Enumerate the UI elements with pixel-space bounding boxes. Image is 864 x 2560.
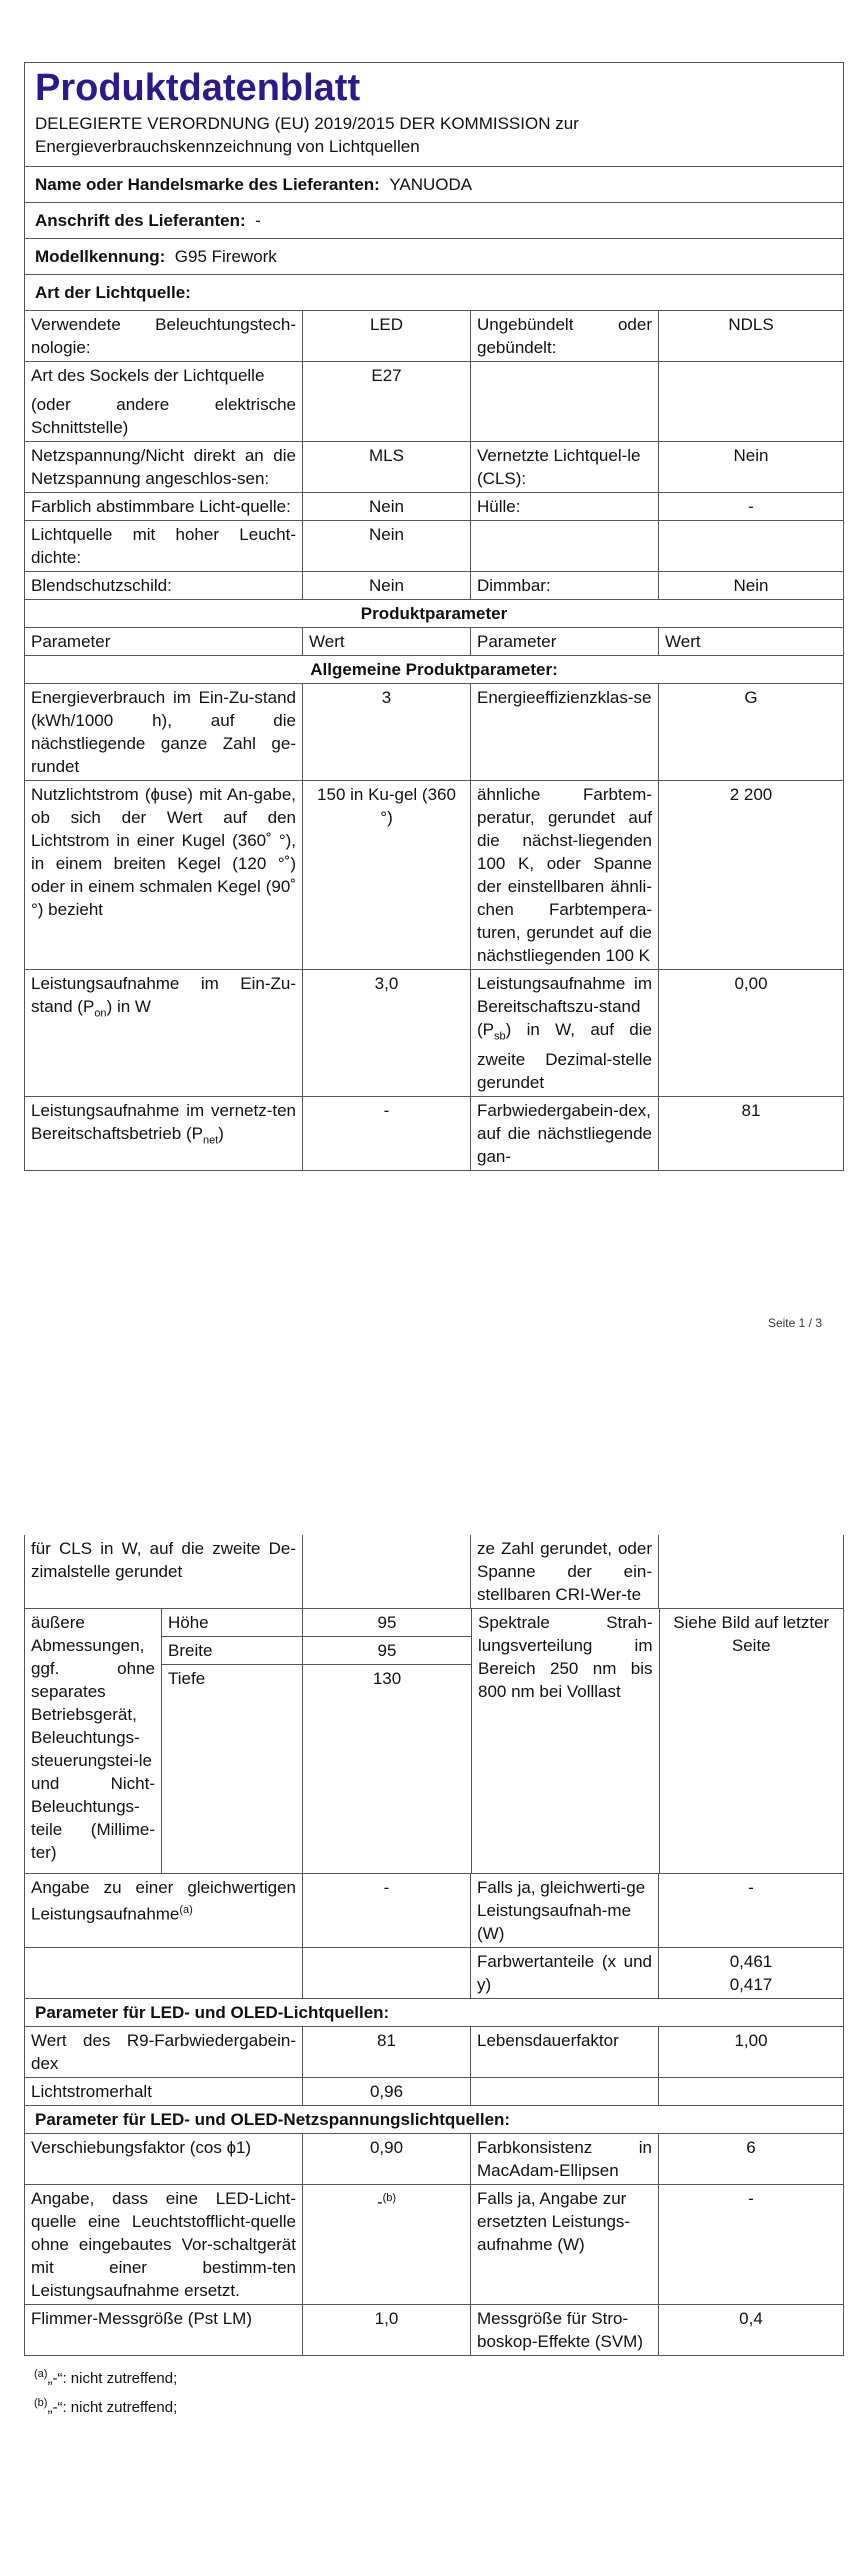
supplier-address-label: Anschrift des Lieferanten:	[35, 211, 246, 230]
cell	[659, 362, 843, 441]
cell: Hülle:	[471, 493, 659, 520]
pon-sub: on	[94, 1007, 107, 1020]
technology-row	[25, 311, 843, 362]
light-type-label: Art der Lichtquelle:	[35, 283, 191, 302]
cell: -	[748, 1878, 754, 1897]
maintenance-row	[25, 2078, 843, 2106]
general-params-title: Allgemeine Produktparameter:	[310, 660, 558, 679]
cell: Energieeffizienzklas-se	[471, 684, 659, 780]
header-cell: Parameter	[471, 628, 659, 655]
cell: 81	[303, 2027, 471, 2077]
cell: Vernetzte Lichtquel-le (CLS):	[471, 442, 659, 492]
cell: Farbwertanteile (x und y)	[471, 1948, 659, 1998]
dim-value: 95	[377, 1641, 397, 1660]
cell	[471, 362, 659, 441]
dimensions-row	[25, 1609, 843, 1874]
cell: E27	[303, 362, 471, 441]
cell: 2 200	[729, 785, 773, 804]
socket-label: Art des Sockels der Lichtquelle	[31, 366, 265, 385]
cell	[303, 2185, 471, 2304]
cell: Angabe, dass eine LED-Licht-quelle eine Leuchtstofflicht-quelle ohne eingebautes Vor-schaltgerät mit einer bestimm-ten Leistungsaufnahme ersetzt.	[25, 2185, 303, 2304]
equiv-sup: (a)	[179, 1904, 193, 1916]
general-params-title-row	[25, 656, 843, 684]
mains-params-title: Parameter für LED- und OLED-Netzspannungslichtquellen:	[35, 2110, 511, 2129]
dim-row-depth	[162, 1665, 471, 1873]
cell: Verschiebungsfaktor (cos ɸ1)	[25, 2134, 303, 2184]
cell	[659, 2078, 843, 2105]
cell: Farblich abstimmbare Licht-quelle:	[25, 493, 303, 520]
cell: 1,0	[303, 2305, 471, 2355]
cell: Lebensdauerfaktor	[471, 2027, 659, 2077]
repl-sup: (b)	[382, 2192, 397, 2204]
cell: 0,4	[739, 2309, 763, 2328]
cell: für CLS in W, auf die zweite De-zimalstelle gerundet	[25, 1535, 303, 1608]
pnet-row	[25, 1097, 843, 1170]
cell: ähnliche Farbtem-peratur, gerundet auf die nächst-liegenden 100 K, oder Spanne der einstellbaren ähnli-chen Farbtempera-turen, gerundet auf die nächstliegenden 100 K	[471, 781, 659, 969]
cell: 81	[741, 1101, 761, 1121]
socket-label-2: (oder andere elektrische Schnittstelle)	[31, 395, 296, 437]
dim-row-height	[162, 1609, 471, 1637]
cell	[471, 970, 659, 1096]
dimensions-label: äußere Abmessungen, ggf. ohne separates Betriebsgerät, Beleuchtungs-steuerungstei-le und Nicht-Beleuchtungs-teile (Millime-ter)	[25, 1609, 162, 1873]
cell	[303, 1535, 471, 1608]
pnet-text-2: )	[218, 1124, 224, 1144]
cell: Lichtstromerhalt	[25, 2078, 303, 2105]
cell: Nein	[733, 446, 769, 465]
cell: 0,90	[303, 2134, 471, 2184]
cell: Nein	[303, 521, 471, 571]
flux-row	[25, 781, 843, 970]
regulation-text: DELEGIERTE VERORDNUNG (EU) 2019/2015 DER KOMMISSION zur Energieverbrauchskennzeichnung von Lichtquellen	[25, 110, 843, 167]
cell: Netzspannung/Nicht direkt an die Netzspannung angeschlos-sen:	[25, 442, 303, 492]
dim-key: Tiefe	[162, 1665, 303, 1873]
equiv-text: Angabe zu einer gleichwertigen Leistungsaufnahme	[31, 1878, 296, 1924]
pnet-sub: net	[202, 1134, 219, 1147]
dimensions-split	[25, 1609, 472, 1873]
pon-row	[25, 970, 843, 1097]
cell	[303, 1948, 471, 1998]
dim-key: Höhe	[162, 1609, 303, 1636]
equivalent-power-row	[25, 1874, 843, 1948]
supplier-address-value: -	[255, 211, 261, 230]
cell: Energieverbrauch im Ein-Zu-stand (kWh/1000 h), auf die nächstliegende ganze Zahl ge-rundet	[25, 684, 303, 780]
supplier-name-label: Name oder Handelsmarke des Lieferanten:	[35, 175, 380, 194]
socket-row	[25, 362, 843, 442]
cell: Siehe Bild auf letzter Seite	[673, 1613, 830, 1655]
r9-row	[25, 2027, 843, 2078]
footnotes	[24, 2362, 844, 2420]
repl-value: -	[376, 2192, 383, 2212]
header-cell: Wert	[665, 632, 701, 651]
cell	[471, 2078, 659, 2105]
cell	[25, 1948, 303, 1998]
psb-text-2: ) in W, auf die zweite Dezimal-stelle gerundet	[477, 1020, 652, 1093]
cell: -	[303, 1874, 471, 1947]
cell: Lichtquelle mit hoher Leucht-dichte:	[25, 521, 303, 571]
model-value: G95 Firework	[174, 247, 277, 266]
dim-row-width	[162, 1637, 471, 1665]
supplier-name-value: YANUODA	[389, 175, 473, 194]
cell	[659, 1535, 843, 1608]
pon-text: Leistungsaufnahme im Ein-Zu-stand (P	[31, 974, 296, 1016]
cell	[659, 521, 843, 571]
page-number: Seite 1 / 3	[767, 1316, 822, 1330]
mains-row	[25, 442, 843, 493]
product-params-title: Produktparameter	[360, 604, 508, 623]
led-params-title: Parameter für LED- und OLED-Lichtquellen:	[35, 2003, 390, 2022]
cell: Falls ja, gleichwerti-ge Leistungsaufnah-me (W)	[471, 1874, 659, 1947]
cell: Farbwiedergabein-dex, auf die nächstliegende gan-	[471, 1097, 659, 1170]
chroma-y: 0,417	[729, 1975, 773, 1994]
chromaticity-row	[25, 1948, 843, 1999]
cell	[659, 1948, 843, 1998]
cell: Flimmer-Messgröße (Pst LM)	[25, 2305, 303, 2355]
cell: LED	[303, 311, 471, 361]
page-2	[24, 1535, 844, 2420]
high-luminance-row	[25, 521, 843, 572]
tunable-row	[25, 493, 843, 521]
chroma-x: 0,461	[729, 1952, 773, 1971]
cell: -	[303, 1097, 471, 1170]
mains-params-title-row	[25, 2106, 843, 2134]
pnet-text: Leistungsaufnahme im vernetz-ten Bereitschaftsbetrieb (P	[31, 1101, 296, 1144]
model-label: Modellkennung:	[35, 247, 166, 266]
cell: NDLS	[728, 315, 774, 334]
cell: Farbkonsistenz in MacAdam-Ellipsen	[471, 2134, 659, 2184]
cell: G	[744, 688, 758, 707]
page-title: Produktdatenblatt	[35, 67, 361, 109]
cell: Nein	[303, 572, 471, 599]
datasheet-page-2	[24, 1535, 844, 2356]
supplier-name-row	[25, 167, 843, 203]
cell	[25, 1874, 303, 1947]
light-type-row	[25, 275, 843, 311]
replacement-row	[25, 2185, 843, 2305]
cell: Dimmbar:	[471, 572, 659, 599]
footnote-a-mark: (a)	[34, 2368, 48, 2380]
psb-sub: sb	[494, 1030, 506, 1043]
cell: Messgröße für Stro-boskop-Effekte (SVM)	[471, 2305, 659, 2355]
cell: 150 in Ku-gel (360 °)	[303, 781, 471, 969]
footnote-b	[24, 2391, 844, 2420]
flicker-row	[25, 2305, 843, 2355]
dim-key: Breite	[162, 1637, 303, 1664]
cell: Spektrale Strah-lungsverteilung im Bereich 250 nm bis 800 nm bei Volllast	[472, 1609, 660, 1873]
cell: ze Zahl gerundet, oder Spanne der ein-stellbaren CRI-Wer-te	[471, 1535, 659, 1608]
dim-value: 130	[372, 1669, 402, 1688]
cell: Ungebündelt oder gebündelt:	[471, 311, 659, 361]
cell: Falls ja, Angabe zur ersetzten Leistungs-aufnahme (W)	[471, 2185, 659, 2304]
cell: Nutzlichtstrom (ɸuse) mit An-gabe, ob sich der Wert auf den Lichtstrom in einer Kugel (360˚ °), in einem breiten Kegel (120 °˚) oder in einem schmalen Kegel (90˚ °) bezieht	[25, 781, 303, 969]
supplier-address-row	[25, 203, 843, 239]
cell: 3	[303, 684, 471, 780]
cell: Wert des R9-Farbwiedergabein-dex	[25, 2027, 303, 2077]
cell	[25, 1097, 303, 1170]
header-cell: Wert	[303, 628, 471, 655]
anti-glare-row	[25, 572, 843, 600]
displacement-row	[25, 2134, 843, 2185]
energy-row	[25, 684, 843, 781]
cell: 3,0	[303, 970, 471, 1096]
dimensions-values	[162, 1609, 471, 1873]
cell	[25, 970, 303, 1096]
footnote-b-mark: (b)	[34, 2397, 48, 2409]
psb-text: Leistungsaufnahme im Bereitschaftszu-stand (P	[477, 974, 652, 1039]
cell	[471, 521, 659, 571]
pon-text-2: ) in W	[106, 997, 151, 1016]
pnet-continuation-row	[25, 1535, 843, 1609]
cell: -	[748, 2189, 754, 2208]
model-row	[25, 239, 843, 275]
cell: Blendschutzschild:	[25, 572, 303, 599]
cell: MLS	[303, 442, 471, 492]
cell: 6	[746, 2138, 756, 2157]
cell: -	[748, 497, 754, 516]
params-header-row	[25, 628, 843, 656]
cell: 0,00	[734, 974, 768, 993]
cell: 1,00	[734, 2031, 768, 2050]
led-params-title-row	[25, 1999, 843, 2027]
datasheet-page-1	[24, 62, 844, 1171]
product-params-title-row	[25, 600, 843, 628]
cell: 0,96	[303, 2078, 471, 2105]
page-1	[24, 62, 844, 1330]
footnote-a-text: „-“: nicht zutreffend;	[47, 2370, 178, 2387]
cell: Nein	[733, 576, 769, 595]
footnote-b-text: „-“: nicht zutreffend;	[47, 2399, 178, 2416]
footnote-a	[24, 2362, 844, 2391]
dim-value: 95	[377, 1613, 397, 1632]
header-cell: Parameter	[25, 628, 303, 655]
cell: Verwendete Beleuchtungstech-nologie:	[25, 311, 303, 361]
cell	[25, 362, 303, 441]
cell: Nein	[303, 493, 471, 520]
